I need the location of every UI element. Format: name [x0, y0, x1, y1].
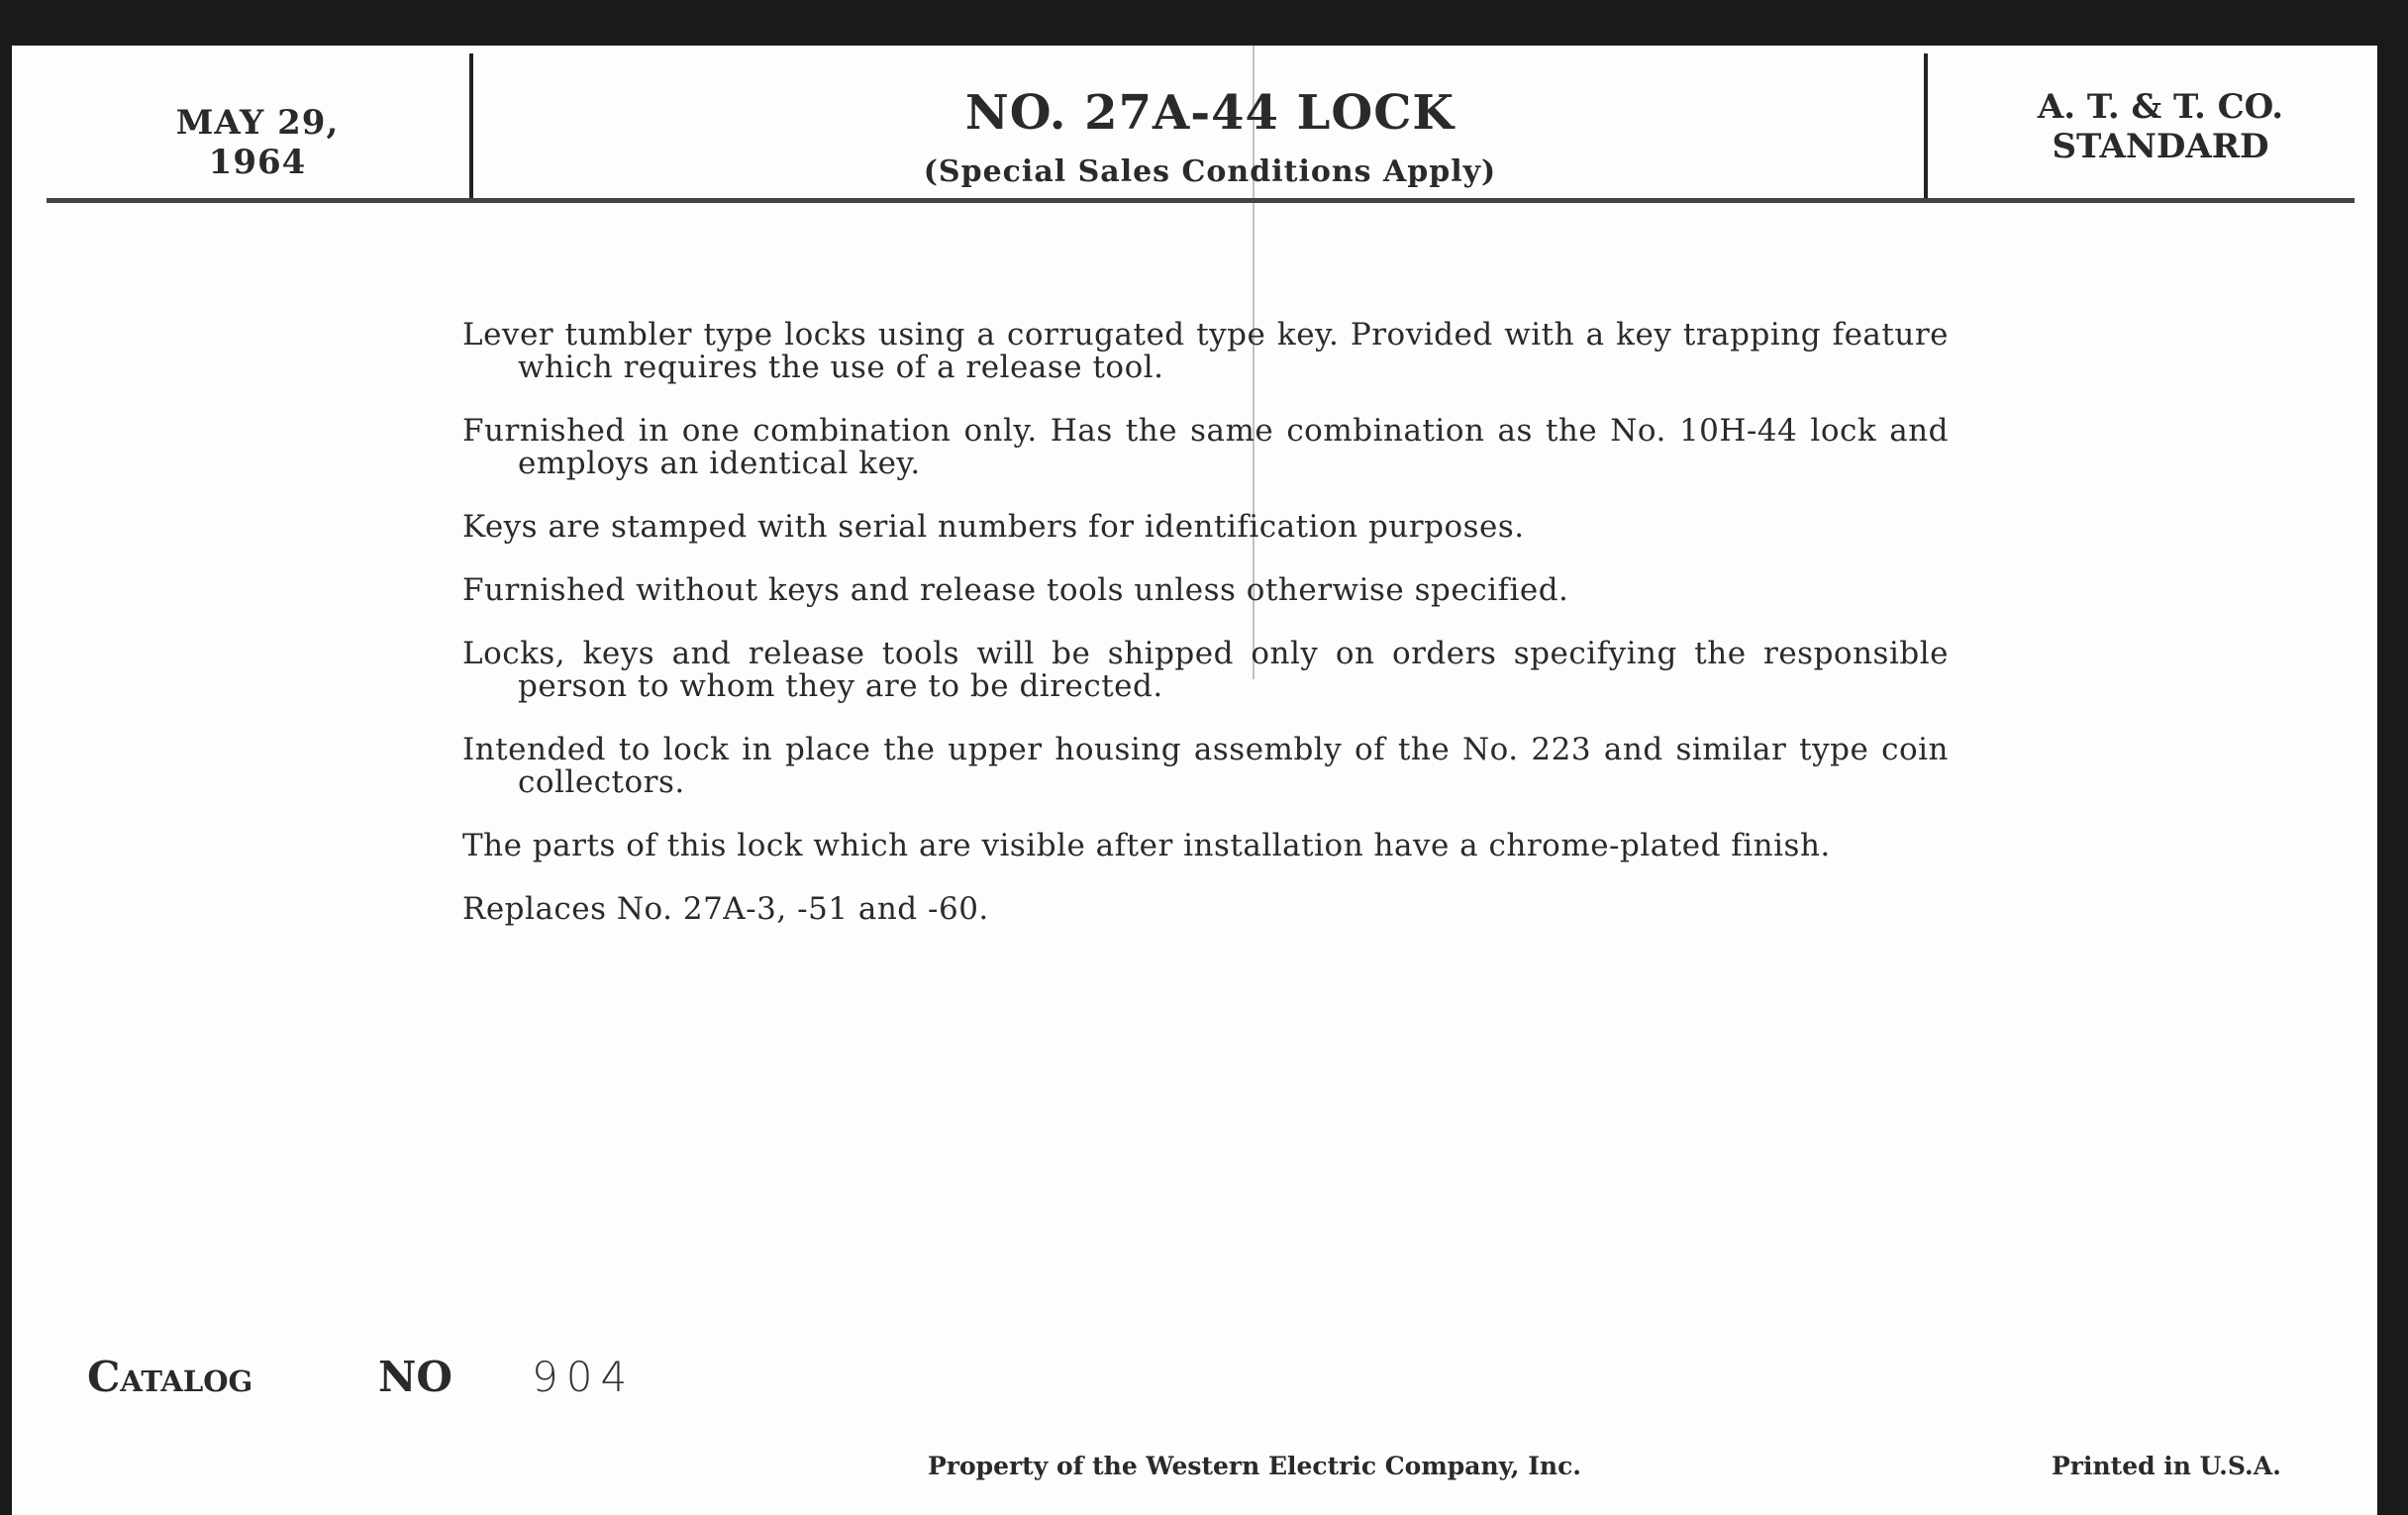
standard-line-2: STANDARD [2052, 127, 2269, 166]
paragraph: Furnished without keys and release tools unless otherwise specified. [462, 572, 1569, 608]
paragraph: Furnished in one combination only. Has the same combination as the No. 10H-44 lock and employs an identical key. [462, 413, 1949, 481]
property-notice: Property of the Western Electric Company, Inc. [927, 1452, 1581, 1480]
catalog-no-label: NO [378, 1353, 452, 1401]
paragraph: Replaces No. 27A-3, -51 and -60. [462, 891, 989, 927]
catalog-number: 904 [532, 1353, 636, 1401]
paragraph: Keys are stamped with serial numbers for identification purposes. [462, 509, 1525, 545]
catalog-label: Catalog [87, 1353, 253, 1401]
document-title: NO. 27A-44 LOCK [964, 85, 1455, 141]
paragraph: Intended to lock in place the upper housing assembly of the No. 223 and similar type coin collectors. [462, 732, 1949, 800]
header-divider-left [469, 53, 473, 198]
document-page [12, 46, 2377, 1515]
document-body [462, 319, 1949, 951]
standard-line-1: A. T. & T. CO. [2037, 87, 2284, 127]
standard-label [1943, 87, 2378, 166]
header-divider-right [1924, 53, 1928, 202]
header-rule [47, 198, 2355, 203]
paragraph: The parts of this lock which are visible after installation have a chrome-plated finish. [462, 828, 1831, 863]
issue-date: MAY 29, 1964 [175, 103, 340, 182]
paragraph: Lever tumbler type locks using a corrugated type key. Provided with a key trapping feature which requires the use of a release tool. [462, 317, 1949, 385]
printed-notice: Printed in U.S.A. [2052, 1452, 2281, 1480]
paragraph: Locks, keys and release tools will be shipped only on orders specifying the responsible person to whom they are to be directed. [462, 636, 1949, 704]
document-subtitle: (Special Sales Conditions Apply) [923, 154, 1497, 189]
